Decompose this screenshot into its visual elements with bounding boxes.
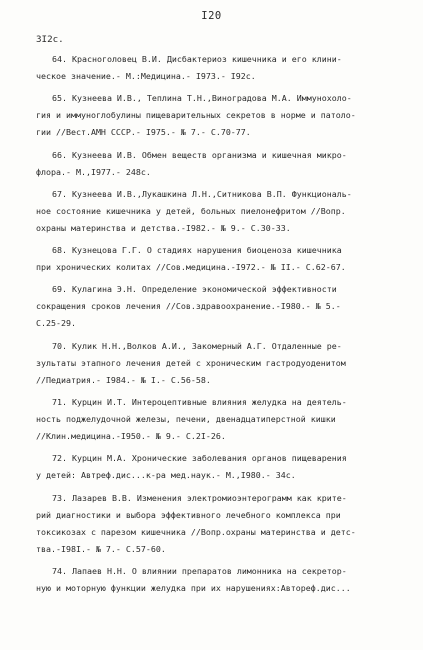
reference-line: 70. Кулик Н.Н.,Волков А.И., Закомерный А.Г. Отдаленные ре- (52, 340, 342, 351)
reference-line: 64. Красноголовец В.И. Дисбактериоз кишечника и его клини- (52, 54, 342, 64)
reference-entry (36, 450, 416, 484)
reference-line: тва.-I98I.- № 7.- С.57-60. (36, 543, 166, 554)
reference-entry (36, 90, 416, 141)
reference-line: //Клин.медицина.-I950.- № 9.- С.2I-26. (36, 431, 226, 442)
reference-line: зультаты этапного лечения детей с хроническим гастродуоденитом (36, 357, 346, 368)
reference-line: гии //Вест.АМН СССР.- I975.- № 7.- С.70-77. (36, 127, 251, 138)
reference-line: ную и моторную функции желудка при их нарушениях:Автореф.дис... (36, 582, 351, 593)
reference-line: при хронических колитах //Сов.медицина.-I972.- № II.- С.62-67. (36, 262, 346, 273)
reference-line: ное состояние кишечника у детей, больных пиелонефритом //Вопр. (36, 205, 346, 216)
reference-line: рий диагностики и выбора эффективного лечебного комплекса при (36, 509, 341, 520)
reference-line: гия и иммуноглобулины пищеварительных секретов в норме и патоло- (36, 110, 356, 121)
reference-line: 74. Лапаев Н.Н. О влиянии препаратов лимонника на секретор- (52, 565, 347, 576)
reference-list (36, 51, 416, 602)
reference-line: ческое значение.- М.:Медицина.- I973.- I92с. (36, 71, 256, 81)
reference-line: //Педиатрия.- I984.- № I.- С.56-58. (36, 374, 211, 385)
continuation-text: 3I2с. (36, 34, 64, 45)
reference-line: 67. Кузнеева И.В.,Лукашкина Л.Н.,Ситникова В.П. Функциональ- (52, 188, 352, 199)
reference-line: 72. Курцин М.А. Хронические заболевания органов пищеварения (52, 453, 347, 464)
reference-line: флора.- М.,I977.- 248с. (36, 166, 151, 177)
reference-entry (36, 490, 416, 558)
reference-line: охраны материнства и детства.-I982.- № 9.- С.30-33. (36, 222, 291, 233)
reference-entry (36, 51, 416, 85)
reference-line: у детей: Автреф.дис...к-ра мед.наук.- М.,I980.- 34с. (36, 470, 296, 481)
reference-line: 66. Кузнеева И.В. Обмен веществ организма и кишечная микро- (52, 149, 347, 160)
reference-line: 69. Кулагина Э.Н. Определение экономической эффективности (52, 284, 337, 295)
reference-line: сокращения сроков лечения //Сов.здравоохранение.-I980.- № 5.- (36, 301, 341, 312)
reference-entry (36, 242, 416, 276)
reference-line: 73. Лазарев В.В. Изменения электромиоэнтерограмм как крите- (52, 492, 347, 503)
reference-line: 68. Кузнецова Г.Г. О стадиях нарушения биоценоза кишечника (52, 245, 342, 256)
reference-entry (36, 281, 416, 332)
reference-entry (36, 147, 416, 181)
reference-line: токсикозах с парезом кишечника //Вопр.охраны материнства и детс- (36, 526, 356, 537)
reference-line: 71. Курцин И.Т. Интероцептивные влияния желудка на деятель- (52, 397, 347, 408)
page-number: I20 (201, 10, 222, 22)
reference-entry (36, 394, 416, 445)
reference-line: 65. Кузнеева И.В., Теплина Т.Н.,Виноградова М.А. Иммунохоло- (52, 93, 352, 104)
reference-line: С.25-29. (36, 318, 76, 329)
reference-entry (36, 338, 416, 389)
reference-entry (36, 186, 416, 237)
reference-entry (36, 563, 416, 597)
reference-line: ность поджелудочной железы, печени, двенадцатиперстной кишки (36, 414, 336, 425)
